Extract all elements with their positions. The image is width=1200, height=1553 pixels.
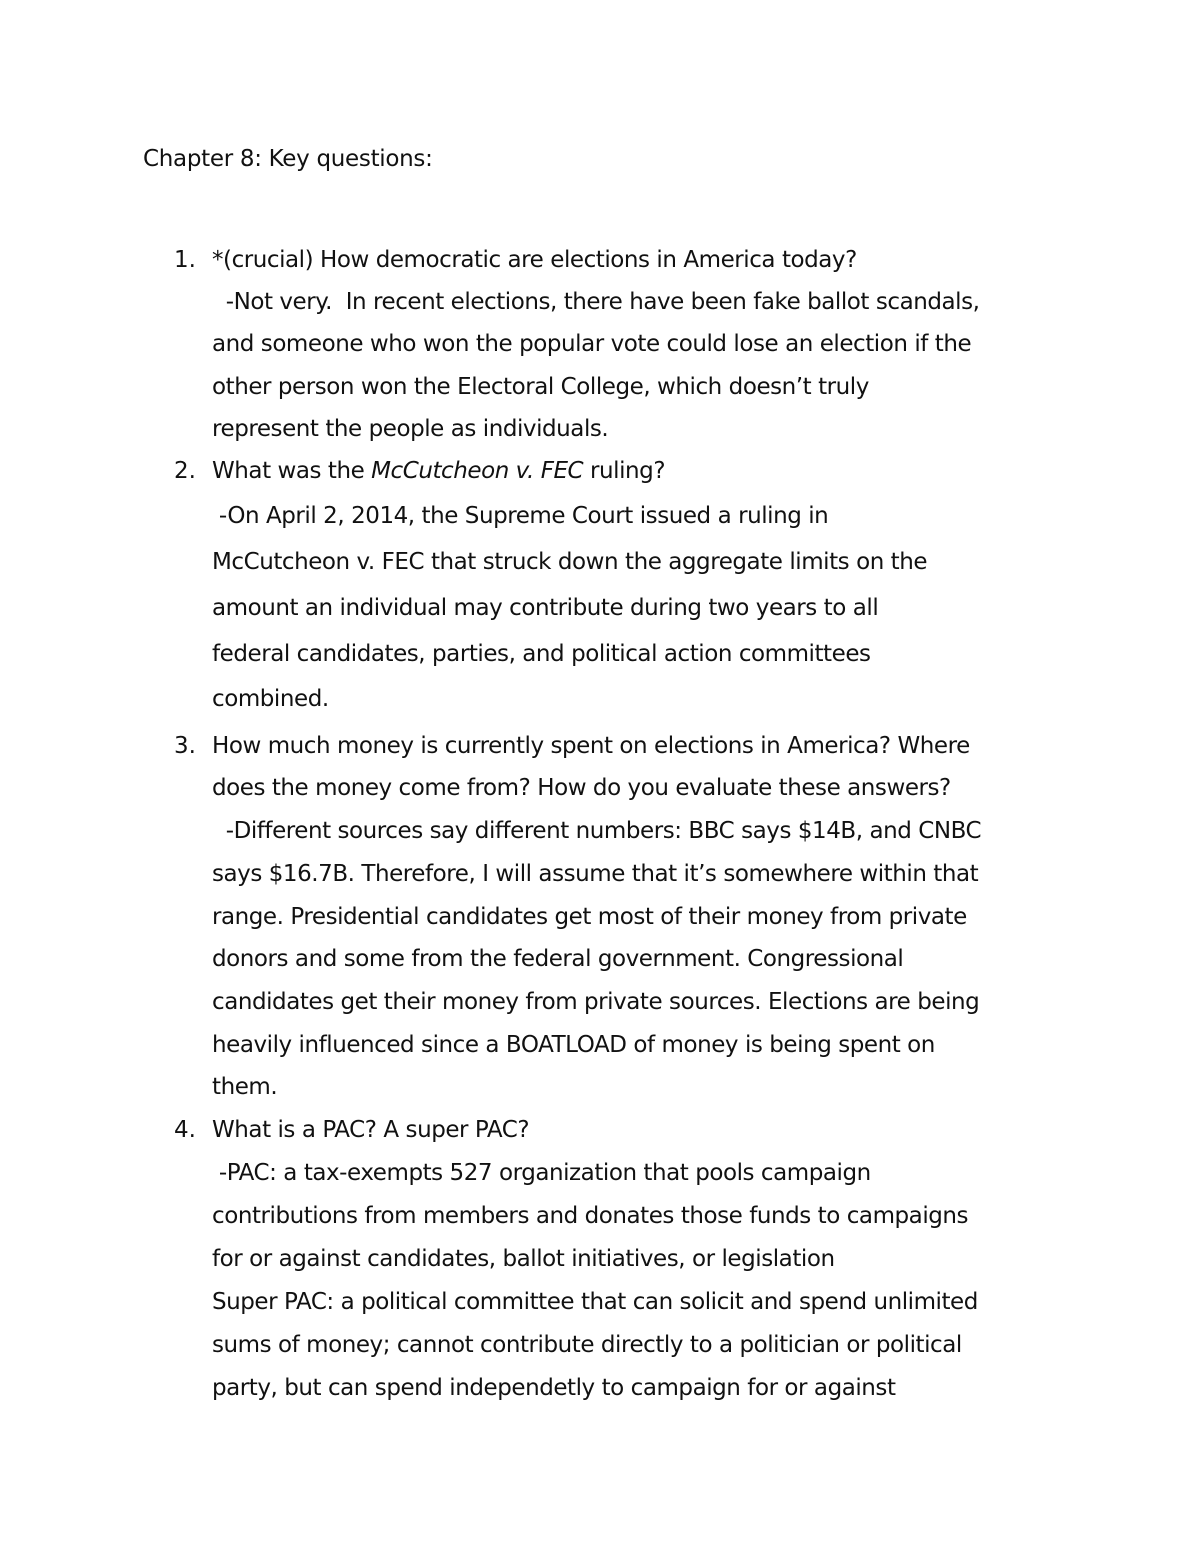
answer-line: donors and some from the federal government. Congressional — [212, 946, 904, 972]
answer-line: -PAC: a tax-exempts 527 organization that pools campaign — [212, 1160, 871, 1186]
answer-line: federal candidates, parties, and political action committees — [212, 641, 871, 667]
answer-line: range. Presidential candidates get most of their money from private — [212, 904, 967, 930]
answer-line: represent the people as individuals. — [212, 416, 609, 442]
question-text: How much money is currently spent on elections in America? Where — [212, 733, 970, 759]
answer-line: for or against candidates, ballot initiatives, or legislation — [212, 1246, 835, 1272]
answer-line: -Different sources say different numbers: BBC says $14B, and CNBC — [212, 818, 982, 844]
answer-line: says $16.7B. Therefore, I will assume that it’s somewhere within that — [212, 861, 979, 887]
answer-line: party, but can spend independetly to campaign for or against — [212, 1375, 896, 1401]
answer-line: other person won the Electoral College, which doesn’t truly — [212, 374, 869, 400]
answer-line: sums of money; cannot contribute directly to a politician or political — [212, 1332, 962, 1358]
document-title: Chapter 8: Key questions: — [143, 146, 433, 172]
question-text: What is a PAC? A super PAC? — [212, 1117, 530, 1143]
answer-line: Super PAC: a political committee that can solicit and spend unlimited — [212, 1289, 978, 1315]
question-number: 2. — [174, 458, 196, 484]
answer-line: -On April 2, 2014, the Supreme Court issued a ruling in — [212, 503, 829, 529]
question-text-prefix: What was the — [212, 458, 372, 484]
answer-line: combined. — [212, 686, 329, 712]
answer-line: McCutcheon v. FEC that struck down the aggregate limits on the — [212, 549, 928, 575]
answer-line: them. — [212, 1074, 278, 1100]
question-text: *(crucial) How democratic are elections in America today? — [212, 247, 857, 273]
answer-line: amount an individual may contribute during two years to all — [212, 595, 879, 621]
answer-line: contributions from members and donates those funds to campaigns — [212, 1203, 969, 1229]
question-number: 4. — [174, 1117, 196, 1143]
question-text-suffix: ruling? — [583, 458, 666, 484]
answer-line: heavily influenced since a BOATLOAD of money is being spent on — [212, 1032, 935, 1058]
case-name-italic: McCutcheon v. FEC — [371, 458, 584, 484]
question-text: does the money come from? How do you evaluate these answers? — [212, 775, 951, 801]
answer-line: -Not very. In recent elections, there have been fake ballot scandals, — [212, 289, 980, 315]
question-text — [212, 456, 665, 486]
answer-line: and someone who won the popular vote could lose an election if the — [212, 331, 972, 357]
question-number: 1. — [174, 247, 196, 273]
answer-line: candidates get their money from private sources. Elections are being — [212, 989, 980, 1015]
question-number: 3. — [174, 733, 196, 759]
